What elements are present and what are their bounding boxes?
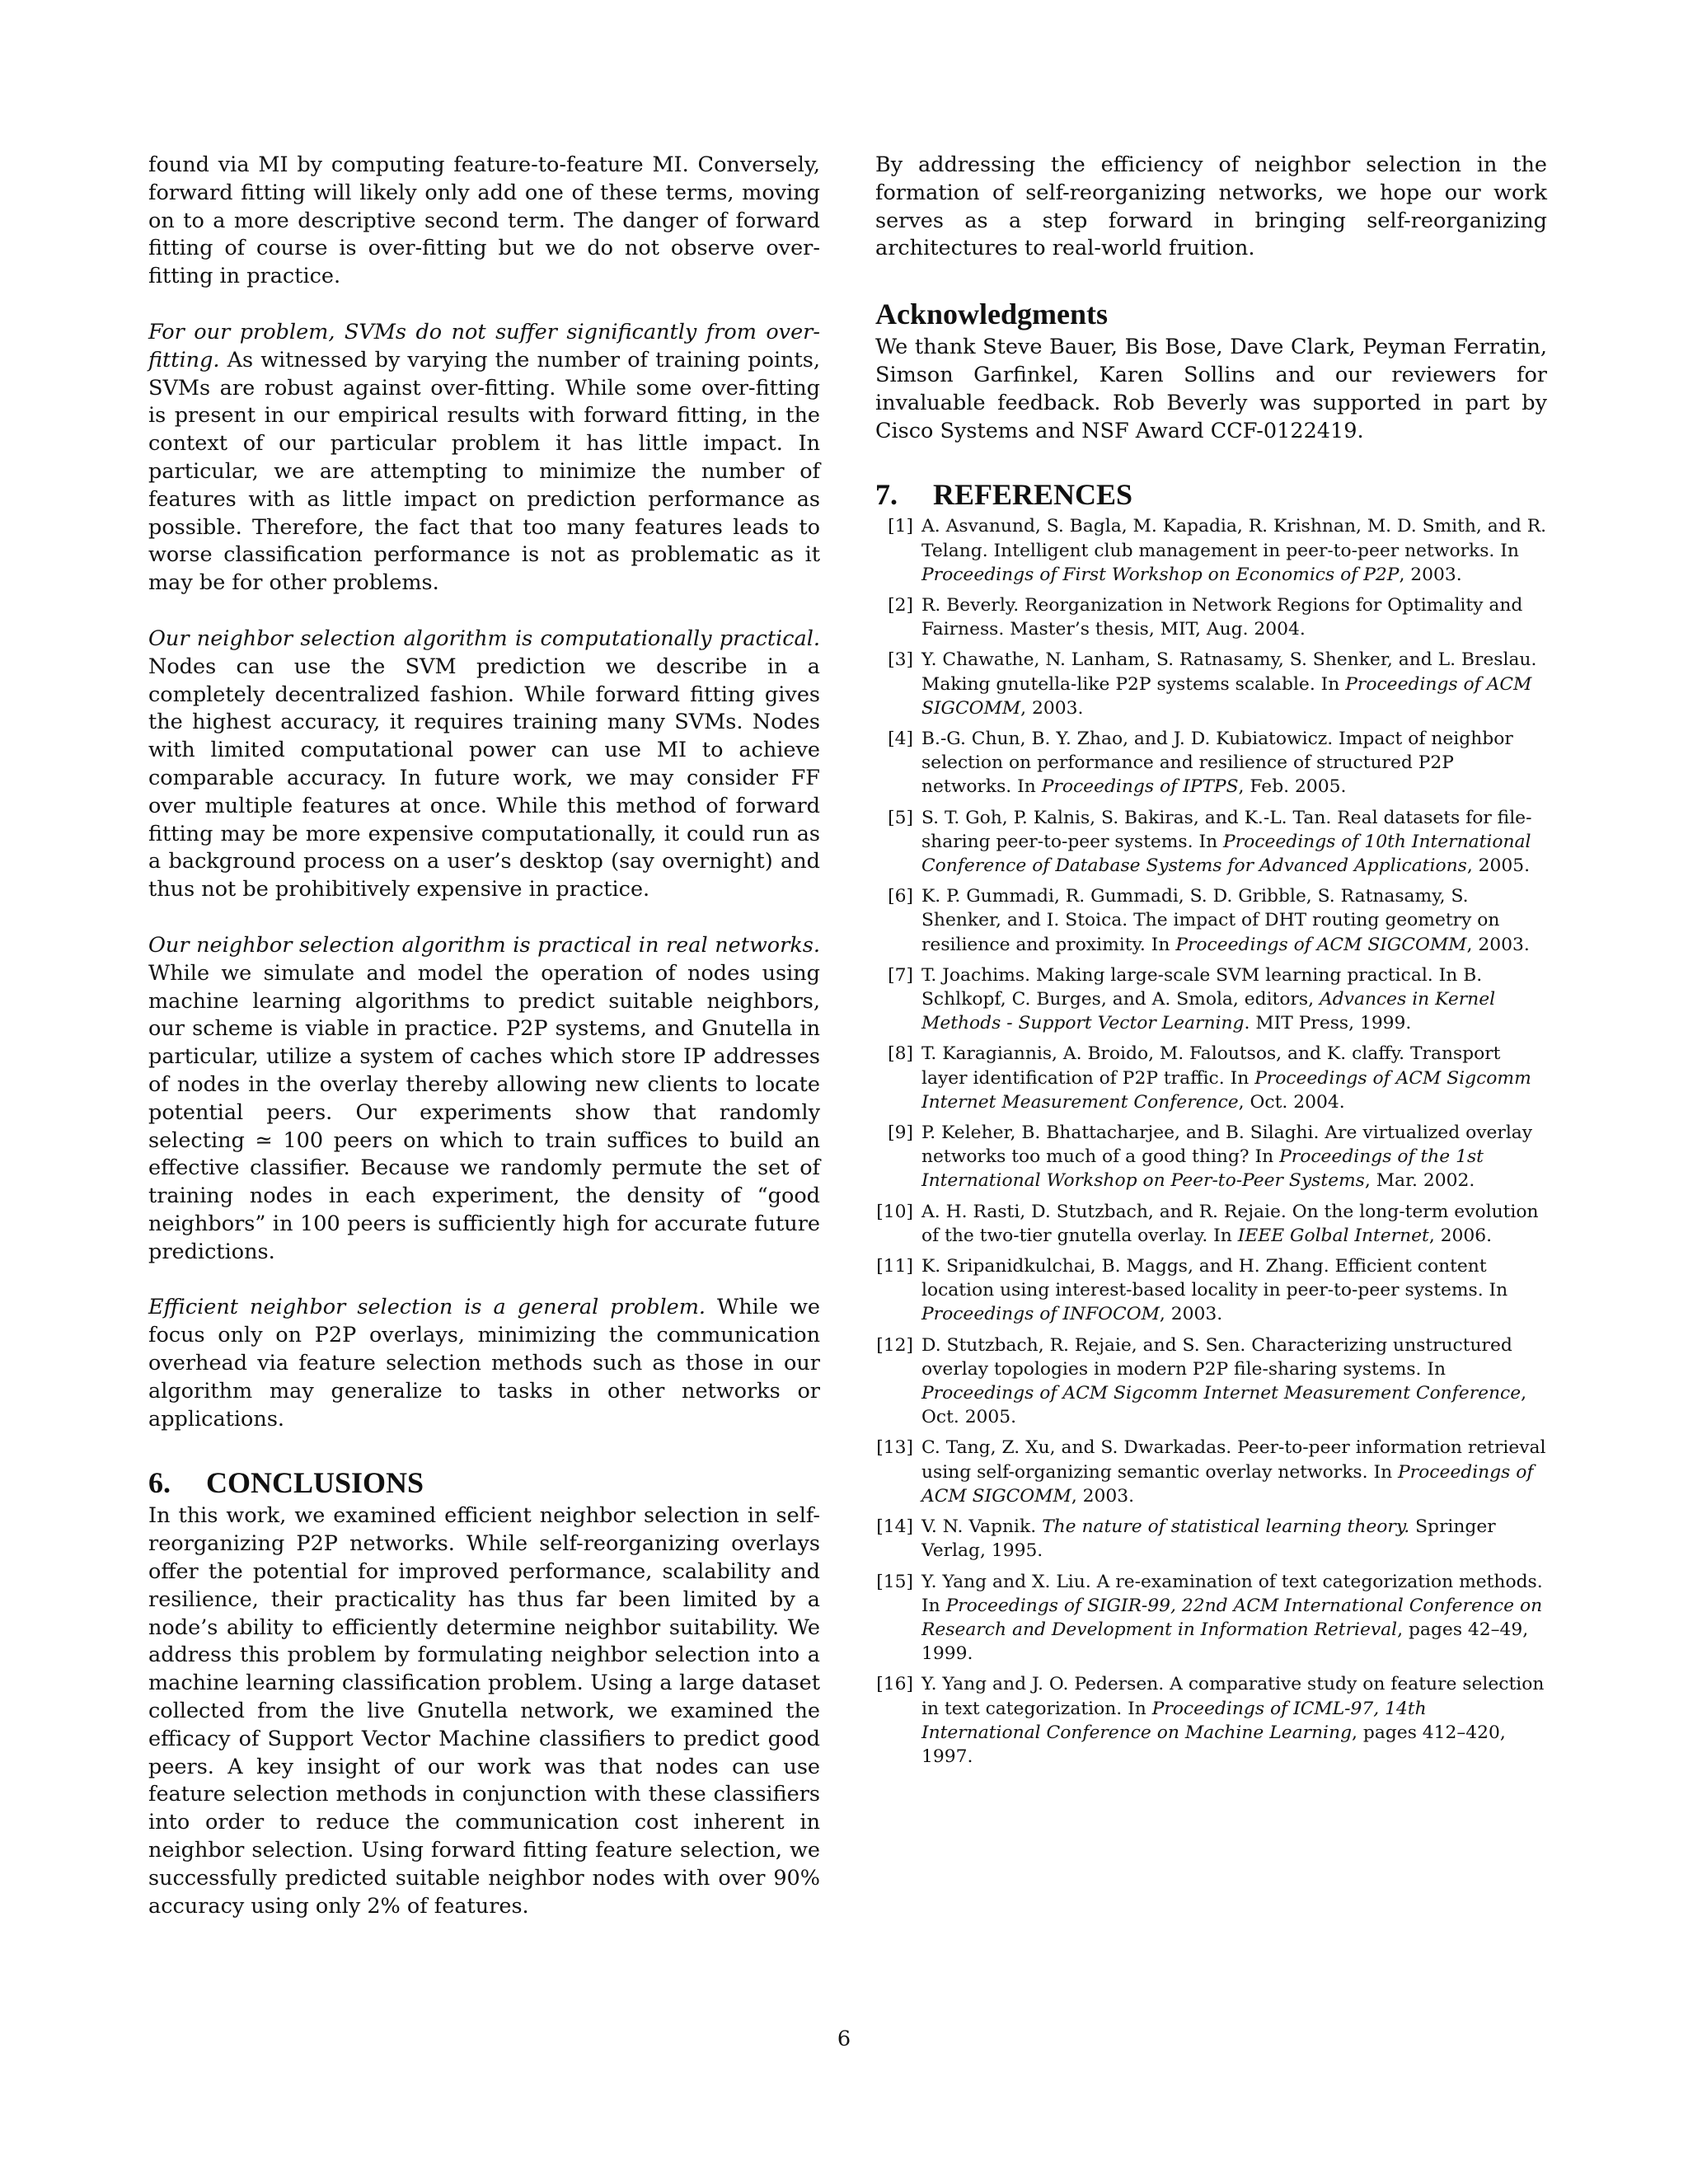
reference-venue: Proceedings of ACM SIGCOMM [921, 673, 1532, 719]
right-column [875, 152, 1547, 1775]
reference-item [875, 593, 1547, 641]
reference-number: [4] [888, 729, 913, 749]
reference-text: T. Joachims. Making large-scale SVM learning practical. In B. Schlkopf, C. Burges, and A. Smola, editors, Advances in Kernel Methods - Support Vector Learning. MIT Press, 1999. [921, 964, 1496, 1034]
reference-item [875, 806, 1547, 879]
reference-number: [2] [888, 594, 913, 616]
left-column [148, 152, 820, 1920]
reference-text: B.-G. Chun, B. Y. Zhao, and J. D. Kubiatowicz. Impact of neighbor selection on performance and resilience of structured P2P networks. In Proceedings of IPTPS, Feb. 2005. [921, 729, 1513, 798]
reference-venue: Advances in Kernel Methods - Support Vector Learning [921, 989, 1496, 1034]
paragraph-lead: Efficient neighbor selection is a general problem. [148, 1295, 706, 1320]
reference-text: C. Tang, Z. Xu, and S. Dwarkadas. Peer-to-peer information retrieval using self-organizing semantic overlay networks. In Proceedings of ACM SIGCOMM, 2003. [921, 1437, 1546, 1507]
reference-text: D. Stutzbach, R. Rejaie, and S. Sen. Characterizing unstructured overlay topologies in modern P2P file-sharing systems. In Proceedings of ACM Sigcomm Internet Measurement Conference, Oct. 2005. [921, 1334, 1527, 1428]
reference-text: A. Asvanund, S. Bagla, M. Kapadia, R. Krishnan, M. D. Smith, and R. Telang. Intelligent club management in peer-to-peer networks. In Proceedings of First Workshop on Economics of P2P, 2003. [921, 516, 1547, 585]
reference-venue: Proceedings of ACM Sigcomm Internet Measurement Conference [921, 1383, 1522, 1404]
reference-number: [6] [888, 886, 913, 907]
reference-number: [13] [876, 1437, 913, 1459]
reference-text: A. H. Rasti, D. Stutzbach, and R. Rejaie. On the long-term evolution of the two-tier gnutella overlay. In IEEE Golbal Internet, 2006. [921, 1201, 1539, 1246]
reference-venue: Proceedings of SIGIR-99, 22nd ACM International Conference on Research and Development in Information Retrieval [921, 1595, 1543, 1640]
reference-item [875, 1121, 1547, 1193]
reference-number: [16] [876, 1674, 913, 1695]
paragraph-body: While we focus only on P2P overlays, minimizing the communication overhead via feature selection methods such as those in our algorithm may generalize to tasks in other networks or applications. [148, 1295, 820, 1432]
reference-text: K. P. Gummadi, R. Gummadi, S. D. Gribble, S. Ratnasamy, S. Shenker, and I. Stoica. The impact of DHT routing geometry on resilience and proximity. In Proceedings of ACM SIGCOMM, 2003. [921, 886, 1530, 955]
reference-venue: Proceedings of ICML-97, 14th International Conference on Machine Learning [921, 1698, 1427, 1743]
section-heading-references [875, 478, 1547, 511]
reference-number: [5] [888, 807, 913, 828]
reference-number: [9] [888, 1122, 913, 1144]
reference-venue: The nature of statistical learning theory. [1042, 1516, 1410, 1538]
reference-text: V. N. Vapnik. The nature of statistical learning theory. Springer Verlag, 1995. [921, 1516, 1496, 1562]
reference-number: [14] [876, 1516, 913, 1538]
reference-item [875, 648, 1547, 720]
paragraph-lead: For our problem, SVMs do not suffer significantly from over-fitting. [148, 319, 820, 373]
reference-text: S. T. Goh, P. Kalnis, S. Bakiras, and K.-L. Tan. Real datasets for file-sharing peer-to-peer systems. In Proceedings of 10th International Conference of Database Systems for Advanced Applications, 2005. [921, 807, 1532, 877]
paragraph-body: Nodes can use the SVM prediction we describe in a completely decentralized fashion. While forward fitting gives the highest accuracy, it requires training many SVMs. Nodes with limited computational power can use MI to achieve comparable accuracy. In future work, we may consider FF over multiple features at once. While this method of forward fitting may be more expensive computationally, it could run as a background process on a user’s desktop (say overnight) and thus not be prohibitively expensive in practice. [148, 654, 820, 902]
paragraph-body: As witnessed by varying the number of training points, SVMs are robust against over-fitting. While some over-fitting is present in our empirical results with forward fitting, in the context of our particular problem it has little impact. In particular, we are attempting to minimize the number of features with as little impact on prediction performance as possible. Therefore, the fact that too many features leads to worse classification performance is not as problematic as it may be for other problems. [148, 347, 820, 596]
reference-text: Y. Yang and J. O. Pedersen. A comparative study on feature selection in text categorization. In Proceedings of ICML-97, 14th International Conference on Machine Learning, pages 412–420, 1997. [921, 1674, 1545, 1767]
reference-item [875, 884, 1547, 957]
reference-list [875, 514, 1547, 1769]
reference-venue: IEEE Golbal Internet [1237, 1225, 1429, 1246]
section-title: REFERENCES [933, 478, 1133, 512]
reference-number: [3] [888, 649, 913, 671]
section-heading-conclusions [148, 1466, 820, 1499]
reference-venue: Proceedings of ACM SIGCOMM [921, 1461, 1534, 1507]
reference-item [875, 1254, 1547, 1327]
reference-number: [1] [888, 516, 913, 537]
reference-text: Y. Yang and X. Liu. A re-examination of text categorization methods. In Proceedings of SIGIR-99, 22nd ACM International Conference on Research and Development in Information Retrieval, pages 42–49, 1999. [921, 1571, 1543, 1665]
section-title: CONCLUSIONS [206, 1466, 424, 1500]
reference-text: P. Keleher, B. Bhattacharjee, and B. Silaghi. Are virtualized overlay networks too much of a good thing? In Proceedings of the 1st International Workshop on Peer-to-Peer Systems, Mar. 2002. [921, 1122, 1533, 1192]
reference-text: K. Sripanidkulchai, B. Maggs, and H. Zhang. Efficient content location using interest-based locality in peer-to-peer systems. In Proceedings of INFOCOM, 2003. [921, 1256, 1508, 1325]
reference-number: [11] [876, 1256, 913, 1277]
section-number: 7. [875, 478, 898, 512]
reference-item [875, 963, 1547, 1036]
reference-venue: Proceedings of the 1st International Workshop on Peer-to-Peer Systems [921, 1146, 1484, 1192]
paragraph-lead: Our neighbor selection algorithm is computationally practical. [148, 626, 820, 651]
reference-item [875, 1436, 1547, 1508]
section-heading-acknowledgments: Acknowledgments [875, 298, 1109, 331]
reference-item [875, 1515, 1547, 1563]
reference-item [875, 1200, 1547, 1248]
page-number: 6 [837, 2027, 851, 2051]
paragraph-computationally-practical [148, 626, 820, 904]
reference-item [875, 1333, 1547, 1430]
reference-number: [15] [876, 1571, 913, 1592]
reference-number: [12] [876, 1334, 913, 1356]
paragraph-body: While we simulate and model the operation of nodes using machine learning algorithms to predict suitable neighbors, our scheme is viable in practice. P2P systems, and Gnutella in particular, utilize a system of caches which store IP addresses of nodes in the overlay thereby allowing new clients to locate potential peers. Our experiments show that randomly selecting ≃ 100 peers on which to train suffices to build an effective classifier. Because we randomly permute the set of training nodes in each experiment, the density of “good neighbors” in 100 peers is sufficiently high for accurate future predictions. [148, 960, 820, 1264]
reference-item [875, 727, 1547, 799]
reference-venue: Proceedings of ACM SIGCOMM [1175, 934, 1467, 955]
acknowledgments-text: We thank Steve Bauer, Bis Bose, Dave Clark, Peyman Ferratin, Simson Garfinkel, Karen Sollins and our reviewers for invaluable feedback. Rob Beverly was supported in part by Cisco Systems and NSF Award CCF-0122419. [875, 335, 1547, 443]
reference-item [875, 1672, 1547, 1769]
paragraph-closing: By addressing the efficiency of neighbor selection in the formation of self-reorganizing networks, we hope our work serves as a step forward in bringing self-reorganizing architectures to real-world fruition. [875, 152, 1547, 261]
reference-item [875, 1042, 1547, 1114]
reference-item [875, 514, 1547, 587]
conclusions-text: In this work, we examined efficient neighbor selection in self-reorganizing P2P networks. While self-reorganizing overlays offer the potential for improved performance, scalability and resilience, their practicality has thus far been limited by a node’s ability to efficiently determine neighbor suitability. We address this problem by formulating neighbor selection into a machine learning classification problem. Using a large dataset collected from the live Gnutella network, we examined the efficacy of Support Vector Machine classifiers to predict good peers. A key insight of our work was that nodes can use feature selection methods in conjunction with these classifiers into order to reduce the communication cost inherent in neighbor selection. Using forward fitting feature selection, we successfully predicted suitable neighbor nodes with over 90% accuracy using only 2% of features. [148, 1503, 820, 1919]
section-number: 6. [148, 1466, 171, 1500]
paragraph-lead: Our neighbor selection algorithm is practical in real networks. [148, 932, 820, 958]
reference-venue: Proceedings of INFOCOM [921, 1304, 1160, 1325]
reference-venue: Proceedings of ACM Sigcomm Internet Measurement Conference [921, 1067, 1531, 1113]
paragraph-practical-real-networks [148, 932, 820, 1267]
reference-number: [7] [888, 964, 913, 986]
reference-text: Y. Chawathe, N. Lanham, S. Ratnasamy, S. Shenker, and L. Breslau. Making gnutella-like P2P systems scalable. In Proceedings of ACM SIGCOMM, 2003. [921, 649, 1537, 719]
reference-venue: Proceedings of First Workshop on Economics of P2P [921, 564, 1400, 585]
reference-number: [10] [876, 1201, 913, 1222]
reference-venue: Proceedings of IPTPS [1041, 776, 1239, 798]
paragraph-svm-overfitting [148, 319, 820, 598]
reference-item [875, 1570, 1547, 1666]
reference-text: T. Karagiannis, A. Broido, M. Faloutsos, and K. claffy. Transport layer identification of P2P traffic. In Proceedings of ACM Sigcomm Internet Measurement Conference, Oct. 2004. [921, 1043, 1531, 1113]
paragraph-ff-overfitting: found via MI by computing feature-to-feature MI. Conversely, forward fitting will likely only add one of these terms, moving on to a more descriptive second term. The danger of forward fitting of course is over-fitting but we do not observe over-fitting in practice. [148, 152, 820, 289]
paragraph-general-problem [148, 1294, 820, 1433]
reference-text: R. Beverly. Reorganization in Network Regions for Optimality and Fairness. Master’s thesis, MIT, Aug. 2004. [921, 594, 1523, 640]
reference-venue: Proceedings of 10th International Conference of Database Systems for Advanced Applications [921, 831, 1531, 877]
reference-number: [8] [888, 1043, 913, 1065]
